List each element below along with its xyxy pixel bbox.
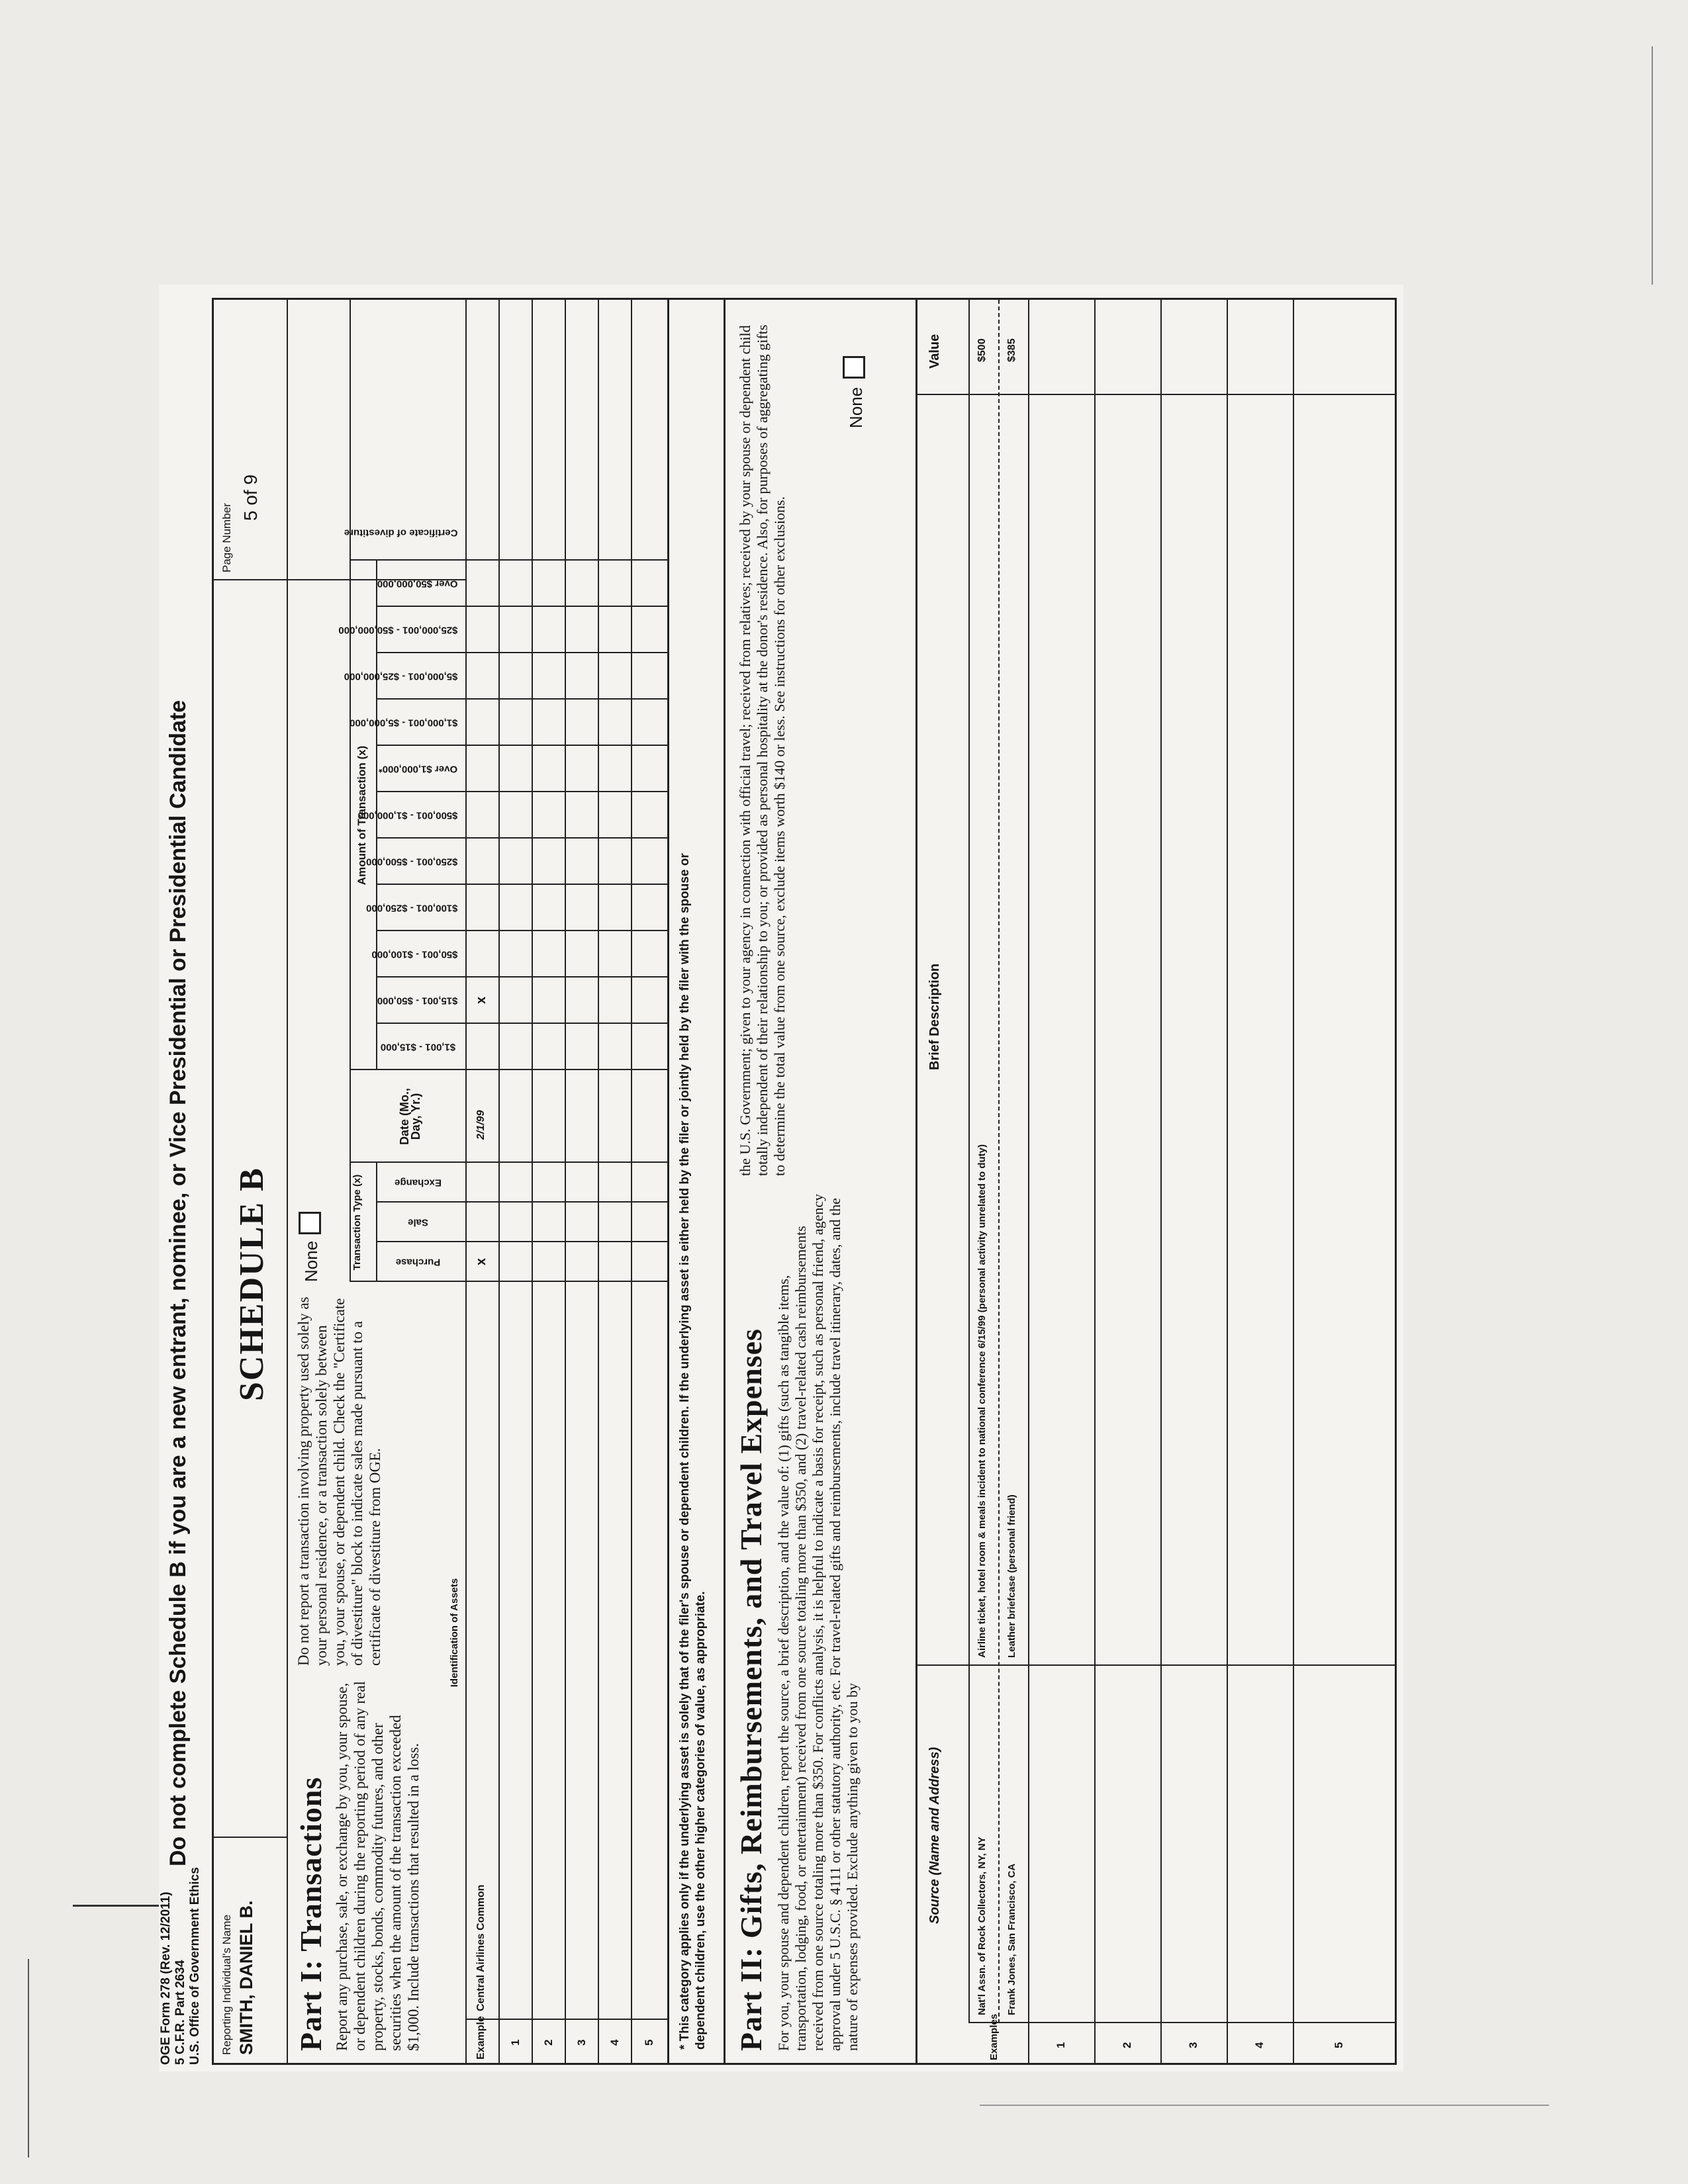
ident-assets-header: Identification of Assets (449, 1578, 460, 1688)
part2-none-label: None (846, 387, 866, 428)
amount-col-9: $5,000,001 - $25,000,000 (344, 670, 458, 682)
page-number-label: Page Number (220, 503, 233, 572)
type-exchange: Exchange (395, 1177, 442, 1189)
example-2-source: Frank Jones, San Francisco, CA (1006, 1863, 1017, 2015)
description-header: Brief Description (927, 963, 942, 1070)
part1-row-2: 2 (542, 2039, 555, 2046)
amount-col-5: $250,001 - $500,000 (366, 856, 458, 868)
source-header: Source (Name and Address) (927, 1747, 942, 1924)
example-date: 2/1/99 (475, 1110, 487, 1140)
example-amount-mark: x (474, 996, 489, 1004)
example-label: Example (475, 2016, 487, 2060)
form-frame (212, 298, 1397, 2065)
part1-title: Part I: Transactions (294, 1776, 328, 2051)
reporting-name-value: SMITH, DANIEL B. (236, 1900, 256, 2055)
form-line-3: U.S. Office of Government Ethics (188, 1867, 202, 2065)
part1-intro: Report any purchase, sale, or exchange by you, your spouse, or dependent children during the reporting period of any real property, stocks, bonds, commodity futures, and other securities when the amount of the transaction exceeded $1,000. Include transactions that resulted in a loss. (334, 1681, 422, 2051)
part1-footnote: * This category applies only if the underlying asset is solely that of the filer's spouse or dependent children. If the underlying asset is either held by the filer or jointly held by the filer with the spouse or dependent children, use the other higher categories of value, as appropriate. (678, 853, 708, 2050)
part2-row-5: 5 (1333, 2042, 1345, 2048)
scan-line-right-edge (1652, 46, 1653, 285)
rotated-form-page (159, 285, 1403, 2071)
schedule-title: SCHEDULE B (233, 1167, 271, 1401)
amount-col-8: $1,000,001 - $5,000,000 (350, 717, 458, 729)
part2-text-right: the U.S. Government; given to your agency in connection with official travel; received from relatives; received by your spouse or dependent child totally independent of their relationship to you; or provided as personal hospitality at the donor's residence. Also, for purposes of aggregating gifts to determine the total value from one source, exclude items worth $140 or less. See instructions for other exclusions. (737, 324, 788, 1176)
form-identification (159, 1867, 203, 2065)
cert-divestiture-header: Certificate of divestiture (344, 527, 458, 539)
part2-title: Part II: Gifts, Reimbursements, and Travel Expenses (734, 1328, 768, 2051)
date-header: Date (Mo., Day, Yr.) (398, 1088, 422, 1146)
part1-note: Do not report a transaction involving property used solely as your personal residence, or a transaction solely between you, your spouse, or dependent child. Check the "Certificate of divestiture" block to indicate sales made pursuant to a certificate of divestiture from OGE. (295, 1297, 383, 1666)
part1-row-4: 4 (608, 2039, 621, 2046)
banner-warning: Do not complete Schedule B if you are a new entrant, nominee, or Vice Presidential or Presidential Candidate (165, 700, 191, 1866)
example-1-value: $500 (976, 338, 988, 362)
part2-none-checkbox[interactable] (843, 356, 865, 379)
part2-row-4: 4 (1253, 2042, 1266, 2048)
amount-col-6: $500,001 - $1,000,000 (357, 809, 458, 821)
amount-col-2: $15,001 - $50,000 (377, 995, 458, 1007)
value-header: Value (927, 334, 942, 369)
example-1-source: Nat'l Assn. of Rock Collectors, NY, NY (976, 1837, 988, 2015)
scan-line-left-edge (28, 1959, 29, 2158)
amount-col-4: $100,001 - $250,000 (366, 902, 458, 914)
part2-row-3: 3 (1187, 2042, 1199, 2048)
example-1-description: Airline ticket, hotel room & meals incident to national conference 6/15/99 (personal activity unrelated to duty) (976, 1144, 988, 1658)
part1-row-5: 5 (643, 2039, 655, 2046)
scan-line-bottom-right (980, 2105, 1549, 2106)
part2-text-left: For you, your spouse and dependent children, report the source, a brief description, and the value of: (1) gifts (such as tangible items, transportation, lodging, food, or entertainment) received from one source totaling more than $350, and (2) travel-related cash reimbursements received from one source totaling more than $350. For conflicts analysis, it is helpful to indicate a basis for receipt, such as personal friend, agency approval under 5 U.S.C. § 4111 or other statutory authority, etc. For travel-related gifts and reimbursements, include travel itinerary, dates, and the nature of expenses provided. Exclude anything given to you by (775, 1193, 861, 2051)
form-line-1: OGE Form 278 (Rev. 12/2011) (159, 1891, 173, 2065)
example-asset: Central Airlines Common (475, 1884, 487, 2011)
reporting-name-label: Reporting Individual's Name (220, 1914, 233, 2055)
part2-row-1: 1 (1055, 2042, 1067, 2048)
amount-col-1: $1,001 - $15,000 (380, 1041, 456, 1053)
example-2-value: $385 (1006, 338, 1017, 362)
type-purchase: Purchase (395, 1256, 441, 1268)
type-sale: Sale (408, 1216, 428, 1228)
part1-row-3: 3 (575, 2039, 588, 2046)
form-line-2: 5 C.F.R. Part 2634 (173, 1960, 187, 2065)
part1-none-label: None (301, 1240, 321, 1282)
amount-col-3: $50,001 - $100,000 (371, 948, 458, 960)
example-2-description: Leather briefcase (personal friend) (1006, 1494, 1017, 1658)
transaction-type-header: Transaction Type (x) (352, 1174, 363, 1271)
amount-col-10: $25,000,001 - $50,000,000 (338, 624, 458, 636)
page-number-value: 5 of 9 (240, 474, 261, 521)
part1-row-1: 1 (509, 2039, 522, 2046)
amount-header: Amount of Transaction (x) (355, 745, 368, 886)
amount-col-11: Over $50,000,000 (377, 578, 458, 590)
part2-row-2: 2 (1121, 2042, 1133, 2048)
part1-none-checkbox[interactable] (299, 1212, 321, 1234)
examples-label: Examples (988, 2013, 1000, 2060)
amount-col-7: Over $1,000,000* (378, 763, 458, 775)
example-purchase-mark: x (474, 1257, 489, 1265)
